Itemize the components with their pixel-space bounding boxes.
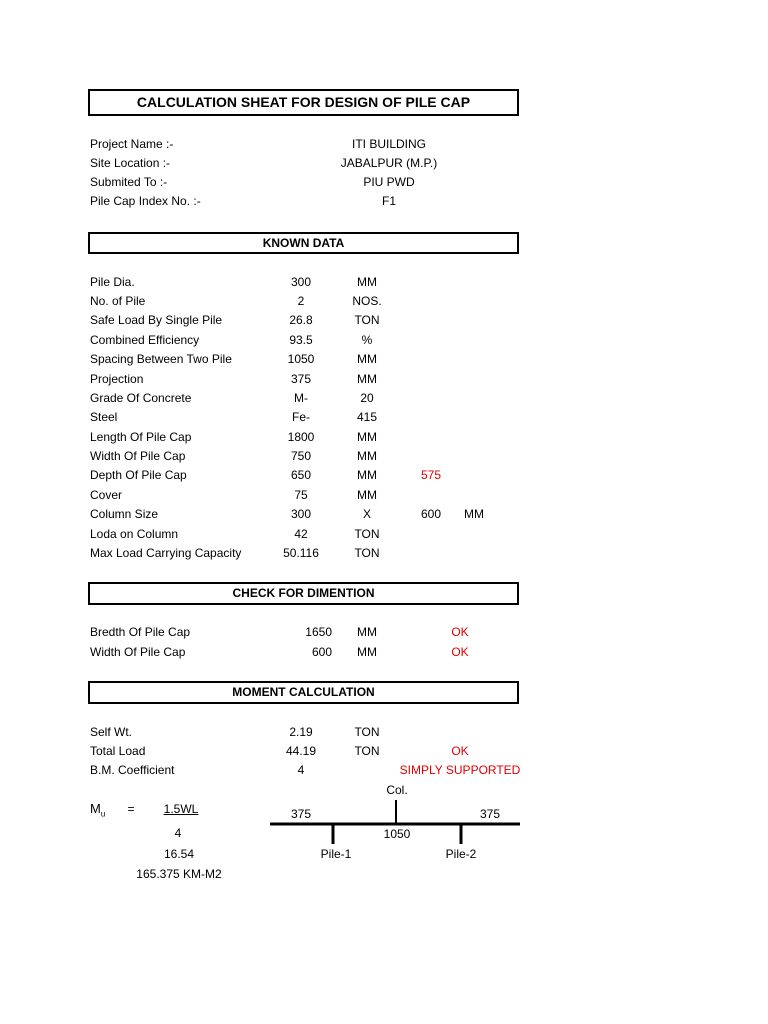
pile-cap-index-value: F1 xyxy=(381,194,397,208)
status-badge: OK xyxy=(451,645,469,659)
left-projection-label: 375 xyxy=(290,807,312,821)
table-row-unit: TON xyxy=(354,546,380,560)
table-row-label: Grade Of Concrete xyxy=(90,391,192,405)
table-row-label: Projection xyxy=(90,372,144,386)
table-row-unit: MM xyxy=(357,372,377,386)
table-row-value: 650 xyxy=(290,468,312,482)
table-row-label: Spacing Between Two Pile xyxy=(90,352,232,366)
table-row-label: Loda on Column xyxy=(90,527,179,541)
table-row-value: 93.5 xyxy=(289,333,313,347)
column-size-depth-unit: MM xyxy=(464,507,484,521)
submitted-to-value: PIU PWD xyxy=(363,175,415,189)
effective-depth-value: 575 xyxy=(420,468,442,482)
submitted-to-label: Submited To :- xyxy=(90,175,168,189)
equals-sign: = xyxy=(127,802,135,816)
mu-letter: M xyxy=(90,801,101,816)
support-condition: SIMPLY SUPPORTED xyxy=(399,763,521,777)
table-row-label: Max Load Carrying Capacity xyxy=(90,546,242,560)
table-row-value: M- xyxy=(294,391,308,405)
table-row-value: 1800 xyxy=(287,430,315,444)
table-row-value: 600 xyxy=(311,645,332,659)
table-row-value: 44.19 xyxy=(285,744,317,758)
moment-result: 16.54 xyxy=(163,847,195,861)
right-projection-label: 375 xyxy=(479,807,501,821)
table-row-value: 300 xyxy=(290,275,312,289)
table-row-value: 50.116 xyxy=(283,546,319,560)
table-row-label: Width Of Pile Cap xyxy=(90,449,186,463)
pile-cap-index-label: Pile Cap Index No. :- xyxy=(90,194,201,208)
table-row-value: 300 xyxy=(290,507,312,521)
table-row-value: 750 xyxy=(290,449,312,463)
table-row-label: Self Wt. xyxy=(90,725,133,739)
formula-numerator: 1.5WL xyxy=(163,802,199,816)
status-badge: OK xyxy=(451,744,469,758)
table-row-label: Pile Dia. xyxy=(90,275,135,289)
table-row-value: 1650 xyxy=(305,625,332,639)
table-row-value: 1050 xyxy=(287,352,315,366)
table-row-unit: MM xyxy=(357,430,377,444)
site-location-value: JABALPUR (M.P.) xyxy=(340,156,438,170)
table-row-label: Length Of Pile Cap xyxy=(90,430,192,444)
pile-spacing-label: 1050 xyxy=(383,827,411,841)
page-title-text: CALCULATION SHEAT FOR DESIGN OF PILE CAP xyxy=(136,94,471,110)
table-row-value: 42 xyxy=(294,527,308,541)
pile-2-label: Pile-2 xyxy=(445,847,477,861)
table-row-unit: MM xyxy=(357,488,377,502)
table-row-value: Fe- xyxy=(292,410,310,424)
table-row-label: Steel xyxy=(90,410,118,424)
known-data-header-text: KNOWN DATA xyxy=(262,236,345,250)
check-dimension-header-text: CHECK FOR DIMENTION xyxy=(232,586,375,600)
table-row-label: Combined Efficiency xyxy=(90,333,200,347)
table-row-unit: 20 xyxy=(360,391,374,405)
project-name-value: ITI BUILDING xyxy=(351,137,427,151)
table-row-value: 2 xyxy=(297,294,305,308)
table-row-label: Width Of Pile Cap xyxy=(90,645,186,659)
column-label: Col. xyxy=(386,783,408,797)
table-row-unit: TON xyxy=(354,527,380,541)
moment-calculation-header-text: MOMENT CALCULATION xyxy=(232,685,375,699)
table-row-unit: MM xyxy=(357,625,377,639)
table-row-label: No. of Pile xyxy=(90,294,146,308)
status-badge: OK xyxy=(451,625,469,639)
table-row-label: Safe Load By Single Pile xyxy=(90,313,223,327)
table-row-unit: TON xyxy=(354,744,380,758)
table-row-unit: MM xyxy=(357,275,377,289)
table-row-label: Bredth Of Pile Cap xyxy=(90,625,191,639)
formula-denominator: 4 xyxy=(174,826,182,840)
table-row-label: B.M. Coefficient xyxy=(90,763,175,777)
table-row-unit: MM xyxy=(357,449,377,463)
project-name-label: Project Name :- xyxy=(90,137,174,151)
table-row-unit: MM xyxy=(357,468,377,482)
table-row-label: Total Load xyxy=(90,744,146,758)
table-row-unit: MM xyxy=(357,352,377,366)
table-row-value: 26.8 xyxy=(289,313,313,327)
pile-1-label: Pile-1 xyxy=(320,847,352,861)
table-row-label: Column Size xyxy=(90,507,159,521)
table-row-unit: TON xyxy=(354,313,380,327)
column-size-depth-value: 600 xyxy=(420,507,442,521)
table-row-unit: NOS. xyxy=(352,294,382,308)
table-row-unit: 415 xyxy=(356,410,378,424)
mu-subscript: u xyxy=(100,809,106,819)
table-row-label: Depth Of Pile Cap xyxy=(90,468,187,482)
moment-result-units: 165.375 KM-M2 xyxy=(136,867,222,881)
table-row-value: 2.19 xyxy=(289,725,313,739)
table-row-value: 4 xyxy=(297,763,305,777)
table-row-label: Cover xyxy=(90,488,123,502)
table-row-unit: TON xyxy=(354,725,380,739)
table-row-value: 75 xyxy=(294,488,308,502)
table-row-unit: X xyxy=(362,507,372,521)
table-row-unit: MM xyxy=(357,645,377,659)
site-location-label: Site Location :- xyxy=(90,156,171,170)
table-row-unit: % xyxy=(361,333,373,347)
table-row-value: 375 xyxy=(290,372,312,386)
